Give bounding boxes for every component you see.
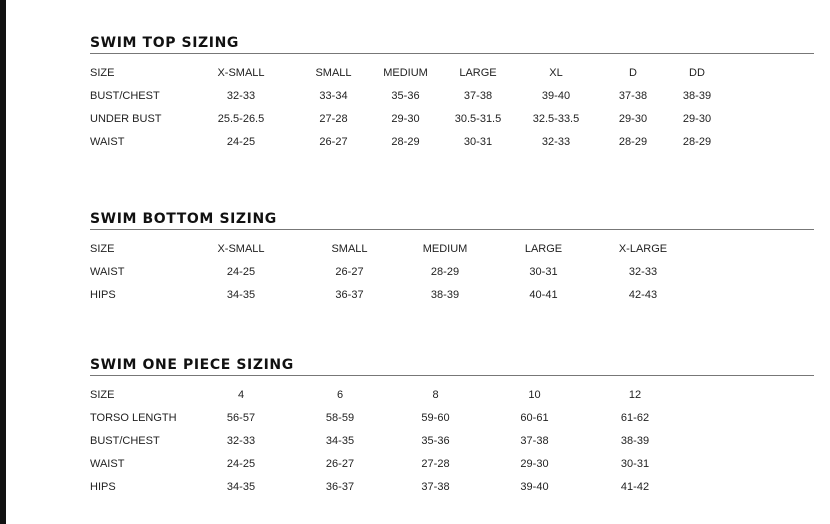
- measurement-cell: 24-25: [226, 458, 256, 470]
- row-label: UNDER BUST: [90, 113, 162, 125]
- measurement-cell: 28-29: [682, 136, 712, 148]
- size-header-cell: D: [629, 67, 637, 79]
- measurement-cell: 38-39: [620, 435, 650, 447]
- measurement-cell: 40-41: [529, 289, 558, 301]
- row-label: SIZE: [90, 67, 115, 79]
- measurement-cell: 35-36: [421, 435, 450, 447]
- measurement-cell: 38-39: [682, 90, 712, 102]
- row-label: SIZE: [90, 389, 115, 401]
- swim-one-piece-section: [90, 356, 814, 499]
- size-header-cell: MEDIUM: [383, 67, 428, 79]
- measurement-cell: 25.5-26.5: [217, 113, 265, 125]
- table-row: [90, 131, 730, 154]
- section-divider: [90, 375, 814, 376]
- table-row: [90, 284, 692, 307]
- swim-bottom-title: SWIM BOTTOM SIZING: [90, 211, 277, 227]
- section-divider: [90, 229, 814, 230]
- size-header-cell: DD: [689, 67, 705, 79]
- measurement-cell: 56-57: [226, 412, 256, 424]
- size-header-cell: 4: [237, 389, 245, 401]
- size-header-cell: X-SMALL: [217, 243, 265, 255]
- size-header-cell: 12: [628, 389, 642, 401]
- swim-one-piece-title: SWIM ONE PIECE SIZING: [90, 357, 294, 373]
- measurement-cell: 26-27: [319, 136, 348, 148]
- size-header-cell: XL: [549, 67, 563, 79]
- left-border: [0, 0, 6, 524]
- swim-top-rows: [90, 62, 730, 154]
- measurement-cell: 29-30: [682, 113, 712, 125]
- row-label: WAIST: [90, 458, 125, 470]
- swim-bottom-rows: [90, 238, 692, 307]
- size-header-row: [90, 238, 692, 261]
- size-header-cell: 10: [528, 389, 541, 401]
- size-header-cell: X-LARGE: [618, 243, 668, 255]
- measurement-cell: 59-60: [421, 412, 450, 424]
- measurement-cell: 34-35: [226, 289, 256, 301]
- measurement-cell: 34-35: [226, 481, 256, 493]
- measurement-cell: 32-33: [541, 136, 571, 148]
- measurement-cell: 36-37: [335, 289, 364, 301]
- size-header-cell: SMALL: [331, 243, 368, 255]
- table-row: [90, 261, 692, 284]
- measurement-cell: 37-38: [463, 90, 493, 102]
- measurement-cell: 32-33: [628, 266, 658, 278]
- measurement-cell: 60-61: [520, 412, 549, 424]
- measurement-cell: 30-31: [463, 136, 493, 148]
- measurement-cell: 39-40: [541, 90, 571, 102]
- row-label: TORSO LENGTH: [90, 412, 177, 424]
- measurement-cell: 41-42: [620, 481, 650, 493]
- size-header-cell: LARGE: [524, 243, 563, 255]
- measurement-cell: 37-38: [520, 435, 549, 447]
- measurement-cell: 34-35: [325, 435, 355, 447]
- measurement-cell: 28-29: [618, 136, 648, 148]
- row-label: HIPS: [90, 289, 116, 301]
- table-row: [90, 108, 730, 131]
- swim-top-table: [90, 62, 730, 154]
- measurement-cell: 24-25: [226, 136, 256, 148]
- row-label: BUST/CHEST: [90, 90, 160, 102]
- size-header-row: [90, 62, 730, 85]
- table-row: [90, 85, 730, 108]
- measurement-cell: 38-39: [430, 289, 460, 301]
- measurement-cell: 32.5-33.5: [532, 113, 580, 125]
- measurement-cell: 26-27: [325, 458, 355, 470]
- measurement-cell: 28-29: [430, 266, 460, 278]
- table-row: [90, 407, 694, 430]
- size-header-cell: SMALL: [315, 67, 352, 79]
- measurement-cell: 39-40: [520, 481, 549, 493]
- size-header-cell: LARGE: [459, 67, 497, 79]
- measurement-cell: 30-31: [529, 266, 558, 278]
- measurement-cell: 28-29: [391, 136, 420, 148]
- row-label: SIZE: [90, 243, 115, 255]
- size-header-row: [90, 384, 694, 407]
- row-label: WAIST: [90, 136, 125, 148]
- measurement-cell: 26-27: [335, 266, 364, 278]
- measurement-cell: 29-30: [520, 458, 549, 470]
- measurement-cell: 37-38: [421, 481, 450, 493]
- measurement-cell: 36-37: [325, 481, 355, 493]
- table-row: [90, 476, 694, 499]
- measurement-cell: 61-62: [620, 412, 650, 424]
- section-divider: [90, 53, 814, 54]
- measurement-cell: 30.5-31.5: [454, 113, 502, 125]
- measurement-cell: 30-31: [620, 458, 650, 470]
- measurement-cell: 32-33: [226, 90, 256, 102]
- table-row: [90, 430, 694, 453]
- row-label: BUST/CHEST: [90, 435, 160, 447]
- row-label: HIPS: [90, 481, 116, 493]
- swim-bottom-table: [90, 238, 692, 307]
- measurement-cell: 58-59: [325, 412, 355, 424]
- swim-one-piece-rows: [90, 384, 694, 499]
- swim-top-title: SWIM TOP SIZING: [90, 35, 239, 51]
- measurement-cell: 35-36: [391, 90, 420, 102]
- measurement-cell: 37-38: [618, 90, 648, 102]
- size-header-cell: MEDIUM: [422, 243, 468, 255]
- measurement-cell: 27-28: [319, 113, 348, 125]
- size-header-cell: 8: [432, 389, 439, 401]
- swim-bottom-section: [90, 210, 814, 307]
- size-header-cell: X-SMALL: [217, 67, 265, 79]
- measurement-cell: 33-34: [319, 90, 348, 102]
- size-header-cell: 6: [336, 389, 344, 401]
- table-row: [90, 453, 694, 476]
- swim-one-piece-table: [90, 384, 694, 499]
- measurement-cell: 24-25: [226, 266, 256, 278]
- measurement-cell: 29-30: [391, 113, 420, 125]
- measurement-cell: 42-43: [628, 289, 658, 301]
- measurement-cell: 32-33: [226, 435, 256, 447]
- measurement-cell: 29-30: [618, 113, 648, 125]
- measurement-cell: 27-28: [421, 458, 450, 470]
- row-label: WAIST: [90, 266, 125, 278]
- swim-top-section: [90, 34, 814, 154]
